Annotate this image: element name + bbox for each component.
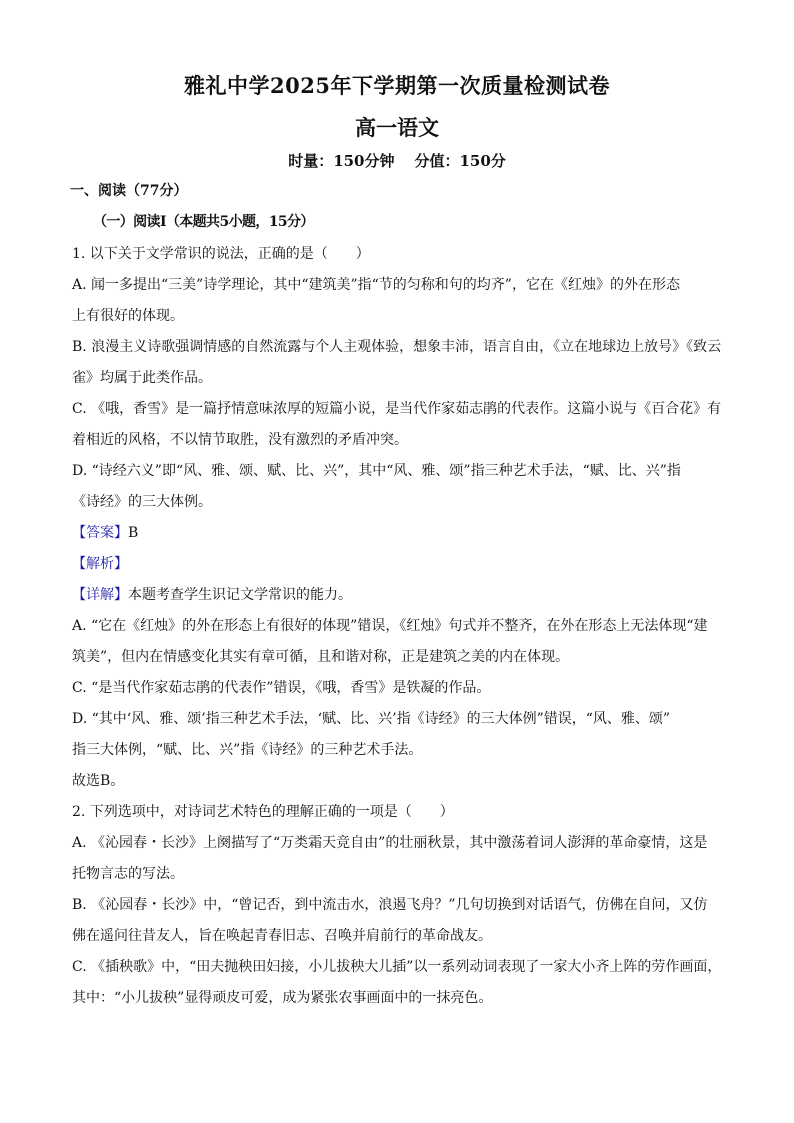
q2-option-a-line1: A. 《沁园春・长沙》上阕描写了“万类霜天竞自由”的壮丽秋景，其中激荡着词人澎湃的革命豪情，这是 xyxy=(72,835,708,851)
q1-explain-c: C. “是当代作家茹志鹃的代表作”错误，《哦，香雪》是铁凝的作品。 xyxy=(72,680,491,696)
answer-tag: 【答案】 xyxy=(72,525,128,541)
q1-option-c-line2: 着相近的风格，不以情节取胜，没有激烈的矛盾冲突。 xyxy=(72,432,408,448)
exam-info xyxy=(0,150,794,171)
q1-answer xyxy=(72,523,724,543)
exam-title: 雅礼中学2025年下学期第一次质量检测试卷 xyxy=(184,73,610,98)
q1-explain-d-line2: 指三大体例，“赋、比、兴”指《诗经》的三种艺术手法。 xyxy=(72,742,423,758)
q1-option-a-line1: A. 闻一多提出“三美”诗学理论，其中“建筑美”指“节的匀称和句的均齐”，它在《红烛》的外在形态 xyxy=(72,277,680,293)
q1-option-a-line2: 上有很好的体现。 xyxy=(72,308,184,324)
score-label: 分值：150分 xyxy=(414,152,506,170)
q1-analysis xyxy=(72,554,724,574)
q2-option-a-line2: 托物言志的写法。 xyxy=(72,866,184,882)
q2-option-b-line1: B. 《沁园春・长沙》中，“曾记否，到中流击水，浪遏飞舟？”几句切换到对话语气，仿佛在自问，又仿 xyxy=(72,897,708,913)
q1-detail xyxy=(72,585,724,605)
sub-section-heading: （一）阅读Ⅰ（本题共5小题，15分） xyxy=(93,214,314,230)
q1-conclusion: 故选B。 xyxy=(72,773,125,789)
subject-title: 高一语文 xyxy=(355,115,439,140)
detail-text: 本题考查学生识记文学常识的能力。 xyxy=(128,587,352,603)
q2-stem: 2. 下列选项中，对诗词艺术特色的理解正确的一项是（ ） xyxy=(72,804,454,820)
q1-explain-d-line1: D. “其中‘风、雅、颂’指三种艺术手法，‘赋、比、兴’指《诗经》的三大体例”错误，“风、雅、颂” xyxy=(72,711,671,727)
q1-stem: 1. 以下关于文学常识的说法，正确的是（ ） xyxy=(72,246,370,262)
q2-option-b-line2: 佛在遥问往昔友人，旨在唤起青春旧志、召唤并肩前行的革命战友。 xyxy=(72,928,492,944)
q2-option-c-line1: C. 《插秧歌》中，“田夫抛秧田妇接，小儿拔秧大儿插”以一系列动词表现了一家大小齐上阵的劳作画面， xyxy=(72,959,722,975)
q1-option-d-line2: 《诗经》的三大体例。 xyxy=(72,494,212,510)
section-heading: 一、阅读（77分） xyxy=(70,183,188,199)
q1-explain-a-line2: 筑美”，但内在情感变化其实有章可循，且和谐对称，正是建筑之美的内在体现。 xyxy=(72,649,570,665)
q1-explain-a-line1: A. “它在《红烛》的外在形态上有很好的体现”错误，《红烛》句式并不整齐，在外在形态上无法体现“建 xyxy=(72,618,708,634)
q1-option-d-line1: D. “诗经六义”即“风、雅、颂、赋、比、兴”，其中“风、雅、颂”指三种艺术手法，“赋、比、兴”指 xyxy=(72,463,681,479)
q1-option-b-line2: 雀》均属于此类作品。 xyxy=(72,370,212,386)
detail-tag: 【详解】 xyxy=(72,587,128,603)
q2-option-c-line2: 其中：“小儿拔秧”显得顽皮可爱，成为紧张农事画面中的一抹亮色。 xyxy=(72,990,493,1006)
analysis-tag: 【解析】 xyxy=(72,556,128,572)
q1-option-c-line1: C. 《哦，香雪》是一篇抒情意味浓厚的短篇小说，是当代作家茹志鹃的代表作。这篇小说与《百合花》有 xyxy=(72,401,722,417)
time-label: 时量：150分钟 xyxy=(288,152,395,170)
answer-value: B xyxy=(128,525,139,541)
q1-option-b-line1: B. 浪漫主义诗歌强调情感的自然流露与个人主观体验，想象丰沛，语言自由，《立在地球边上放号》《致云 xyxy=(72,339,722,355)
